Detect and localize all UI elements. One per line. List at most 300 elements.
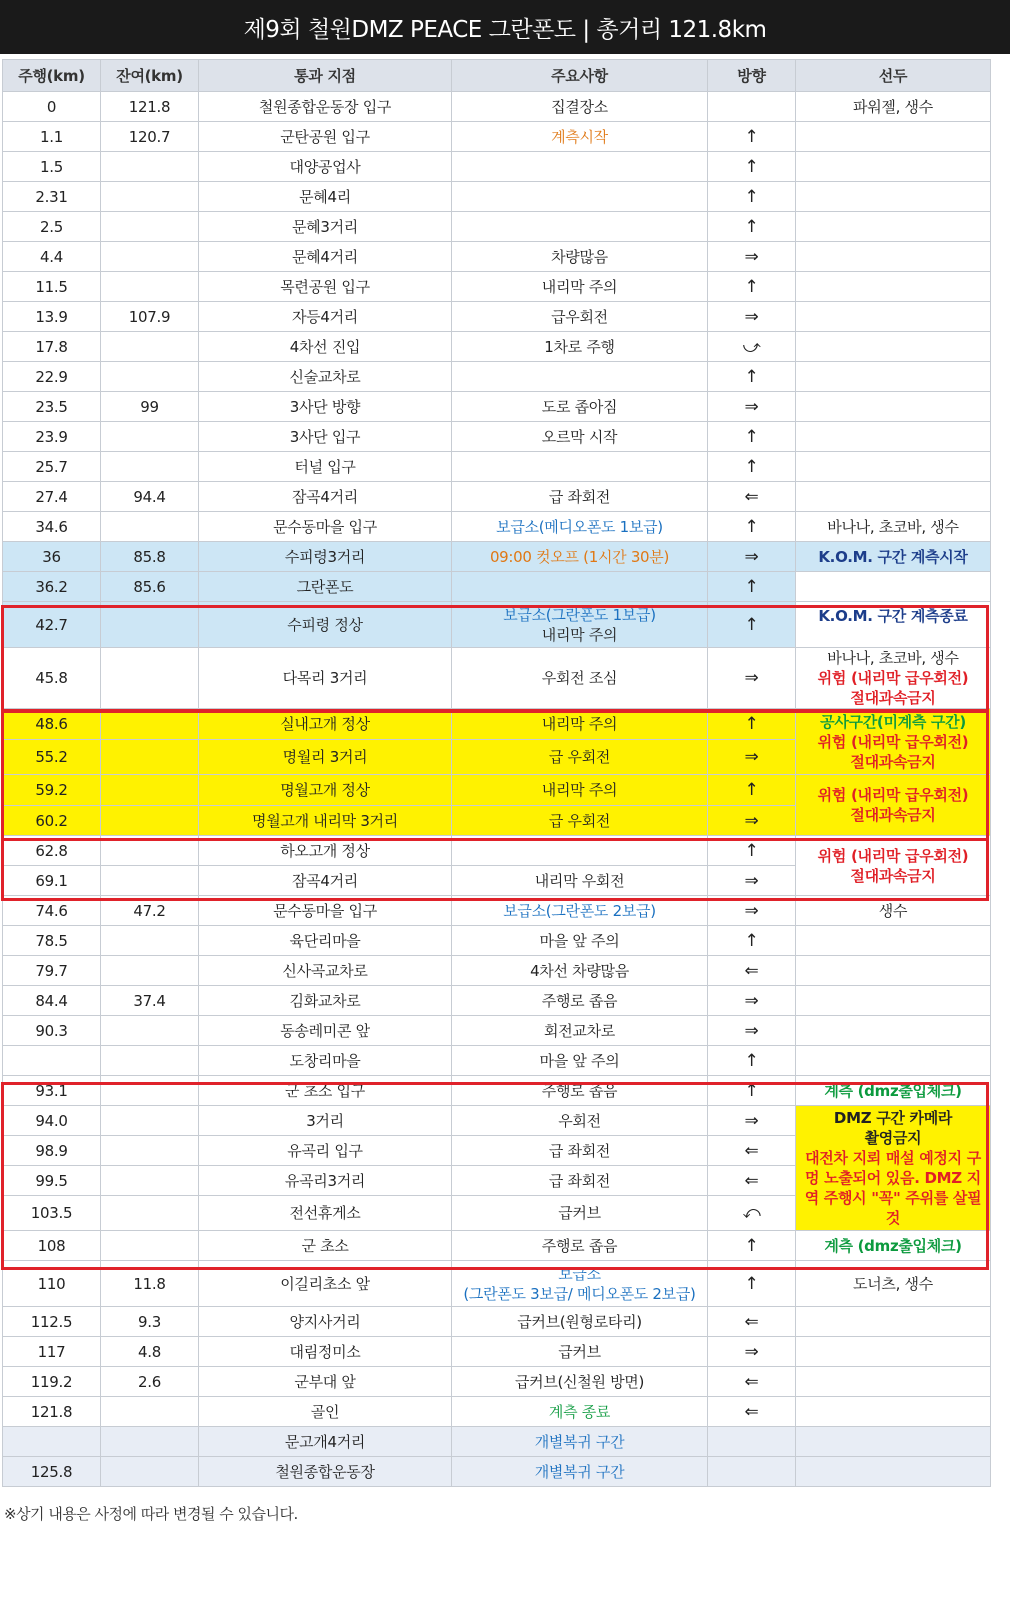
remaining-cell [101, 866, 199, 896]
lead-cell [796, 572, 991, 602]
note-line: 내리막 주의 [541, 625, 618, 644]
point-cell: 수피령 정상 [199, 602, 452, 648]
remaining-cell [101, 602, 199, 648]
note-cell: 주행로 좁음 [452, 986, 708, 1016]
remaining-cell [101, 512, 199, 542]
note-cell: 내리막 주의 [452, 272, 708, 302]
point-cell: 전선휴게소 [199, 1196, 452, 1231]
lead-cell: 파워젤, 생수 [796, 92, 991, 122]
note-cell [452, 152, 708, 182]
table-row [3, 182, 991, 212]
header-km: 주행(km) [3, 60, 101, 92]
note-cell: 집결장소 [452, 92, 708, 122]
page-title: 제9회 철원DMZ PEACE 그란폰도 | 총거리 121.8km [0, 0, 1010, 54]
table-row [3, 926, 991, 956]
table-row [3, 272, 991, 302]
remaining-cell [101, 182, 199, 212]
lead-cell [796, 1046, 991, 1076]
table-row [3, 242, 991, 272]
point-cell: 자등4거리 [199, 302, 452, 332]
lead-cell [796, 272, 991, 302]
lead-cell [796, 1397, 991, 1427]
point-cell: 3사단 방향 [199, 392, 452, 422]
point-cell: 유곡리3거리 [199, 1166, 452, 1196]
note-cell: 개별복귀 구간 [452, 1427, 708, 1457]
direction-cell: ↑ [708, 709, 796, 740]
point-cell: 4차선 진입 [199, 332, 452, 362]
lead-cell [796, 775, 991, 836]
point-cell: 3거리 [199, 1106, 452, 1136]
note-cell [452, 452, 708, 482]
direction-cell: ⇐ [708, 956, 796, 986]
lead-cell [796, 986, 991, 1016]
point-cell: 김화교차로 [199, 986, 452, 1016]
point-cell: 문수동마을 입구 [199, 896, 452, 926]
remaining-cell [101, 1231, 199, 1261]
km-cell: 69.1 [3, 866, 101, 896]
km-cell: 99.5 [3, 1166, 101, 1196]
km-cell: 98.9 [3, 1136, 101, 1166]
table-row [3, 1076, 991, 1106]
point-cell: 이길리초소 앞 [199, 1261, 452, 1307]
direction-cell: ⇐ [708, 1136, 796, 1166]
km-cell: 27.4 [3, 482, 101, 512]
lead-cell: K.O.M. 구간 계측시작 [796, 542, 991, 572]
header-direction: 방향 [708, 60, 796, 92]
lead-line: 절대과속금지 [850, 752, 936, 771]
remaining-cell [101, 152, 199, 182]
point-cell: 대림정미소 [199, 1337, 452, 1367]
lead-cell [796, 182, 991, 212]
header-remaining: 잔여(km) [101, 60, 199, 92]
note-cell: 마을 앞 주의 [452, 1046, 708, 1076]
remaining-cell [101, 1166, 199, 1196]
km-cell: 112.5 [3, 1307, 101, 1337]
table-row [3, 422, 991, 452]
remaining-cell [101, 956, 199, 986]
lead-cell [796, 122, 991, 152]
note-cell: 급 좌회전 [452, 482, 708, 512]
km-cell: 93.1 [3, 1076, 101, 1106]
direction-cell: ⇒ [708, 1016, 796, 1046]
table-row [3, 1046, 991, 1076]
direction-cell: ⇒ [708, 866, 796, 896]
table-row [3, 602, 991, 648]
km-cell [3, 1046, 101, 1076]
direction-cell: ↑ [708, 122, 796, 152]
km-cell: 84.4 [3, 986, 101, 1016]
km-cell: 2.31 [3, 182, 101, 212]
lead-cell [796, 482, 991, 512]
point-cell: 문혜4거리 [199, 242, 452, 272]
lead-cell [796, 1337, 991, 1367]
note-cell: 보급소(메디오폰도 1보급) [452, 512, 708, 542]
remaining-cell: 9.3 [101, 1307, 199, 1337]
direction-cell: ⤺ [708, 1196, 796, 1231]
note-cell: 우회전 조심 [452, 648, 708, 709]
lead-line: 위험 (내리막 급우회전) [817, 732, 969, 751]
point-cell: 신사곡교차로 [199, 956, 452, 986]
remaining-cell [101, 926, 199, 956]
lead-cell [796, 1457, 991, 1487]
note-cell: 계측시작 [452, 122, 708, 152]
remaining-cell [101, 1106, 199, 1136]
remaining-cell [101, 1136, 199, 1166]
note-line: (그란폰도 3보급/ 메디오폰도 2보급) [463, 1284, 696, 1303]
direction-cell: ↑ [708, 1231, 796, 1261]
table-row [3, 572, 991, 602]
table-row [3, 302, 991, 332]
remaining-cell [101, 1427, 199, 1457]
lead-cell: 도너츠, 생수 [796, 1261, 991, 1307]
km-cell: 13.9 [3, 302, 101, 332]
km-cell: 1.5 [3, 152, 101, 182]
direction-cell: ⇒ [708, 542, 796, 572]
remaining-cell [101, 1397, 199, 1427]
remaining-cell [101, 452, 199, 482]
note-cell: 09:00 컷오프 (1시간 30분) [452, 542, 708, 572]
lead-cell: 계측 (dmz출입체크) [796, 1076, 991, 1106]
note-cell: 보급소(그란폰도 2보급) [452, 896, 708, 926]
lead-cell: 생수 [796, 896, 991, 926]
direction-cell: ↑ [708, 1261, 796, 1307]
table-row [3, 92, 991, 122]
note-cell: 급 좌회전 [452, 1166, 708, 1196]
point-cell: 문수동마을 입구 [199, 512, 452, 542]
lead-line: K.O.M. 구간 계측종료 [818, 607, 968, 625]
km-cell: 4.4 [3, 242, 101, 272]
remaining-cell [101, 1016, 199, 1046]
note-cell: 급커브 [452, 1196, 708, 1231]
direction-cell: ⇒ [708, 1106, 796, 1136]
point-cell: 철원종합운동장 입구 [199, 92, 452, 122]
direction-cell: ⇒ [708, 986, 796, 1016]
remaining-cell: 121.8 [101, 92, 199, 122]
direction-cell [708, 92, 796, 122]
direction-cell: ↑ [708, 1046, 796, 1076]
point-cell: 군 초소 입구 [199, 1076, 452, 1106]
note-cell [452, 212, 708, 242]
lead-line: 위험 (내리막 급우회전) [817, 669, 969, 687]
remaining-cell: 37.4 [101, 986, 199, 1016]
km-cell: 1.1 [3, 122, 101, 152]
remaining-cell [101, 332, 199, 362]
km-cell: 36.2 [3, 572, 101, 602]
table-row [3, 648, 991, 709]
note-cell: 급 좌회전 [452, 1136, 708, 1166]
km-cell: 78.5 [3, 926, 101, 956]
header-point: 통과 지점 [199, 60, 452, 92]
table-row [3, 1016, 991, 1046]
lead-line: 절대과속금지 [850, 689, 936, 707]
remaining-cell: 120.7 [101, 122, 199, 152]
remaining-cell [101, 836, 199, 866]
point-cell: 문혜4리 [199, 182, 452, 212]
remaining-cell [101, 1046, 199, 1076]
remaining-cell: 85.6 [101, 572, 199, 602]
direction-cell: ⇐ [708, 482, 796, 512]
km-cell: 45.8 [3, 648, 101, 709]
table-row [3, 836, 991, 866]
lead-cell [796, 422, 991, 452]
table-row [3, 452, 991, 482]
direction-cell: ↑ [708, 212, 796, 242]
km-cell: 125.8 [3, 1457, 101, 1487]
point-cell: 군부대 앞 [199, 1367, 452, 1397]
table-row [3, 1397, 991, 1427]
header-note: 주요사항 [452, 60, 708, 92]
km-cell [3, 1427, 101, 1457]
note-cell: 우회전 [452, 1106, 708, 1136]
lead-line: 절대과속금지 [850, 806, 936, 824]
remaining-cell: 11.8 [101, 1261, 199, 1307]
table-row [3, 1427, 991, 1457]
point-cell: 대양공업사 [199, 152, 452, 182]
table-header-row [3, 60, 991, 92]
km-cell: 108 [3, 1231, 101, 1261]
point-cell: 명월고개 내리막 3거리 [199, 806, 452, 836]
point-cell: 다목리 3거리 [199, 648, 452, 709]
km-cell: 0 [3, 92, 101, 122]
note-cell: 주행로 좁음 [452, 1231, 708, 1261]
km-cell: 25.7 [3, 452, 101, 482]
lead-cell [796, 1106, 991, 1231]
km-cell: 90.3 [3, 1016, 101, 1046]
remaining-cell: 85.8 [101, 542, 199, 572]
table-row [3, 775, 991, 806]
table-row [3, 986, 991, 1016]
note-cell: 급커브(원형로타리) [452, 1307, 708, 1337]
point-cell: 터널 입구 [199, 452, 452, 482]
note-cell: 오르막 시작 [452, 422, 708, 452]
lead-cell [796, 152, 991, 182]
lead-cell [796, 1307, 991, 1337]
note-cell: 내리막 주의 [452, 709, 708, 740]
km-cell: 103.5 [3, 1196, 101, 1231]
lead-line: 공사구간(미계측 구간) [820, 712, 966, 731]
direction-cell: ↑ [708, 512, 796, 542]
direction-cell: ↑ [708, 182, 796, 212]
km-cell: 55.2 [3, 740, 101, 775]
lead-cell [796, 1016, 991, 1046]
lead-line: DMZ 구간 카메라 [833, 1109, 953, 1127]
km-cell: 34.6 [3, 512, 101, 542]
point-cell: 3사단 입구 [199, 422, 452, 452]
remaining-cell: 94.4 [101, 482, 199, 512]
lead-line: 바나나, 초코바, 생수 [827, 649, 959, 667]
note-cell: 도로 좁아짐 [452, 392, 708, 422]
direction-cell: ↑ [708, 926, 796, 956]
point-cell: 잠곡4거리 [199, 866, 452, 896]
km-cell: 119.2 [3, 1367, 101, 1397]
table-row [3, 152, 991, 182]
remaining-cell [101, 648, 199, 709]
direction-cell: ↑ [708, 572, 796, 602]
direction-cell: ⇒ [708, 242, 796, 272]
lead-cell [796, 362, 991, 392]
direction-cell: ↑ [708, 152, 796, 182]
direction-cell: ⇐ [708, 1166, 796, 1196]
table-row [3, 482, 991, 512]
direction-cell: ↑ [708, 602, 796, 648]
direction-cell: ⇐ [708, 1307, 796, 1337]
table-row [3, 896, 991, 926]
table-row [3, 1307, 991, 1337]
direction-cell: ⤻ [708, 332, 796, 362]
remaining-cell [101, 242, 199, 272]
remaining-cell [101, 1457, 199, 1487]
point-cell: 동송레미콘 앞 [199, 1016, 452, 1046]
km-cell: 117 [3, 1337, 101, 1367]
lead-cell [796, 392, 991, 422]
lead-cell [796, 956, 991, 986]
remaining-cell [101, 362, 199, 392]
note-cell: 1차로 주행 [452, 332, 708, 362]
note-cell [452, 362, 708, 392]
lead-cell [796, 602, 991, 648]
km-cell: 36 [3, 542, 101, 572]
footnote: ※상기 내용은 사정에 따라 변경될 수 있습니다. [4, 1505, 298, 1523]
note-line: 보급소 [558, 1264, 601, 1283]
note-cell: 계측 종료 [452, 1397, 708, 1427]
lead-line: 위험 (내리막 급우회전) [817, 786, 969, 804]
point-cell: 목련공원 입구 [199, 272, 452, 302]
table-row [3, 542, 991, 572]
note-cell [452, 1261, 708, 1307]
direction-cell: ⇒ [708, 896, 796, 926]
remaining-cell [101, 422, 199, 452]
lead-cell: 계측 (dmz출입체크) [796, 1231, 991, 1261]
lead-cell [796, 1427, 991, 1457]
table-row [3, 1261, 991, 1307]
lead-cell: 바나나, 초코바, 생수 [796, 512, 991, 542]
lead-line: 촬영금지 [864, 1129, 922, 1147]
point-cell: 그란폰도 [199, 572, 452, 602]
table-row [3, 512, 991, 542]
table-row [3, 1367, 991, 1397]
direction-cell [708, 1457, 796, 1487]
lead-cell [796, 926, 991, 956]
km-cell: 110 [3, 1261, 101, 1307]
point-cell: 도창리마을 [199, 1046, 452, 1076]
note-cell: 급 우회전 [452, 740, 708, 775]
direction-cell: ⇒ [708, 302, 796, 332]
lead-cell [796, 648, 991, 709]
direction-cell: ⇐ [708, 1397, 796, 1427]
remaining-cell [101, 709, 199, 740]
note-cell: 내리막 주의 [452, 775, 708, 806]
km-cell: 74.6 [3, 896, 101, 926]
point-cell: 수피령3거리 [199, 542, 452, 572]
table-row [3, 956, 991, 986]
remaining-cell [101, 806, 199, 836]
direction-cell: ⇒ [708, 648, 796, 709]
direction-cell: ⇐ [708, 1367, 796, 1397]
lead-cell [796, 302, 991, 332]
point-cell: 철원종합운동장 [199, 1457, 452, 1487]
point-cell: 유곡리 입구 [199, 1136, 452, 1166]
remaining-cell: 4.8 [101, 1337, 199, 1367]
note-cell: 내리막 우회전 [452, 866, 708, 896]
note-cell [452, 836, 708, 866]
direction-cell [708, 1427, 796, 1457]
lead-cell [796, 709, 991, 775]
direction-cell: ⇒ [708, 740, 796, 775]
km-cell: 23.9 [3, 422, 101, 452]
table-row [3, 1231, 991, 1261]
direction-cell: ↑ [708, 452, 796, 482]
table-row [3, 1457, 991, 1487]
km-cell: 2.5 [3, 212, 101, 242]
direction-cell: ⇒ [708, 806, 796, 836]
table-row [3, 362, 991, 392]
header-lead: 선두 [796, 60, 991, 92]
direction-cell: ↑ [708, 836, 796, 866]
km-cell: 60.2 [3, 806, 101, 836]
point-cell: 신술교차로 [199, 362, 452, 392]
point-cell: 육단리마을 [199, 926, 452, 956]
note-cell: 차량많음 [452, 242, 708, 272]
table-row [3, 709, 991, 740]
lead-cell [796, 1367, 991, 1397]
table-row [3, 1106, 991, 1136]
km-cell: 121.8 [3, 1397, 101, 1427]
remaining-cell: 47.2 [101, 896, 199, 926]
km-cell: 11.5 [3, 272, 101, 302]
km-cell: 22.9 [3, 362, 101, 392]
note-cell: 급우회전 [452, 302, 708, 332]
point-cell: 명월고개 정상 [199, 775, 452, 806]
point-cell: 골인 [199, 1397, 452, 1427]
km-cell: 48.6 [3, 709, 101, 740]
direction-cell: ⇒ [708, 1337, 796, 1367]
km-cell: 94.0 [3, 1106, 101, 1136]
lead-cell [796, 452, 991, 482]
note-cell: 급커브(신철원 방면) [452, 1367, 708, 1397]
km-cell: 17.8 [3, 332, 101, 362]
table-row [3, 212, 991, 242]
table-row [3, 332, 991, 362]
point-cell: 양지사거리 [199, 1307, 452, 1337]
km-cell: 23.5 [3, 392, 101, 422]
remaining-cell [101, 212, 199, 242]
table-row [3, 1337, 991, 1367]
direction-cell: ↑ [708, 362, 796, 392]
direction-cell: ↑ [708, 775, 796, 806]
note-cell: 주행로 좁음 [452, 1076, 708, 1106]
table-row [3, 122, 991, 152]
note-cell: 4차선 차량많음 [452, 956, 708, 986]
lead-line: 대전차 지뢰 매설 예정지 구멍 노출되어 있음. DMZ 지역 주행시 "꼭" 주위를 살필것 [804, 1149, 982, 1227]
note-cell: 개별복귀 구간 [452, 1457, 708, 1487]
note-cell: 마을 앞 주의 [452, 926, 708, 956]
note-cell [452, 572, 708, 602]
point-cell: 실내고개 정상 [199, 709, 452, 740]
remaining-cell [101, 775, 199, 806]
direction-cell: ↑ [708, 272, 796, 302]
remaining-cell: 99 [101, 392, 199, 422]
note-cell [452, 602, 708, 648]
course-table [2, 59, 991, 1487]
note-cell: 회전교차로 [452, 1016, 708, 1046]
direction-cell: ⇒ [708, 392, 796, 422]
remaining-cell [101, 1076, 199, 1106]
lead-cell [796, 242, 991, 272]
note-cell [452, 182, 708, 212]
remaining-cell: 2.6 [101, 1367, 199, 1397]
note-cell: 급 우회전 [452, 806, 708, 836]
remaining-cell [101, 272, 199, 302]
